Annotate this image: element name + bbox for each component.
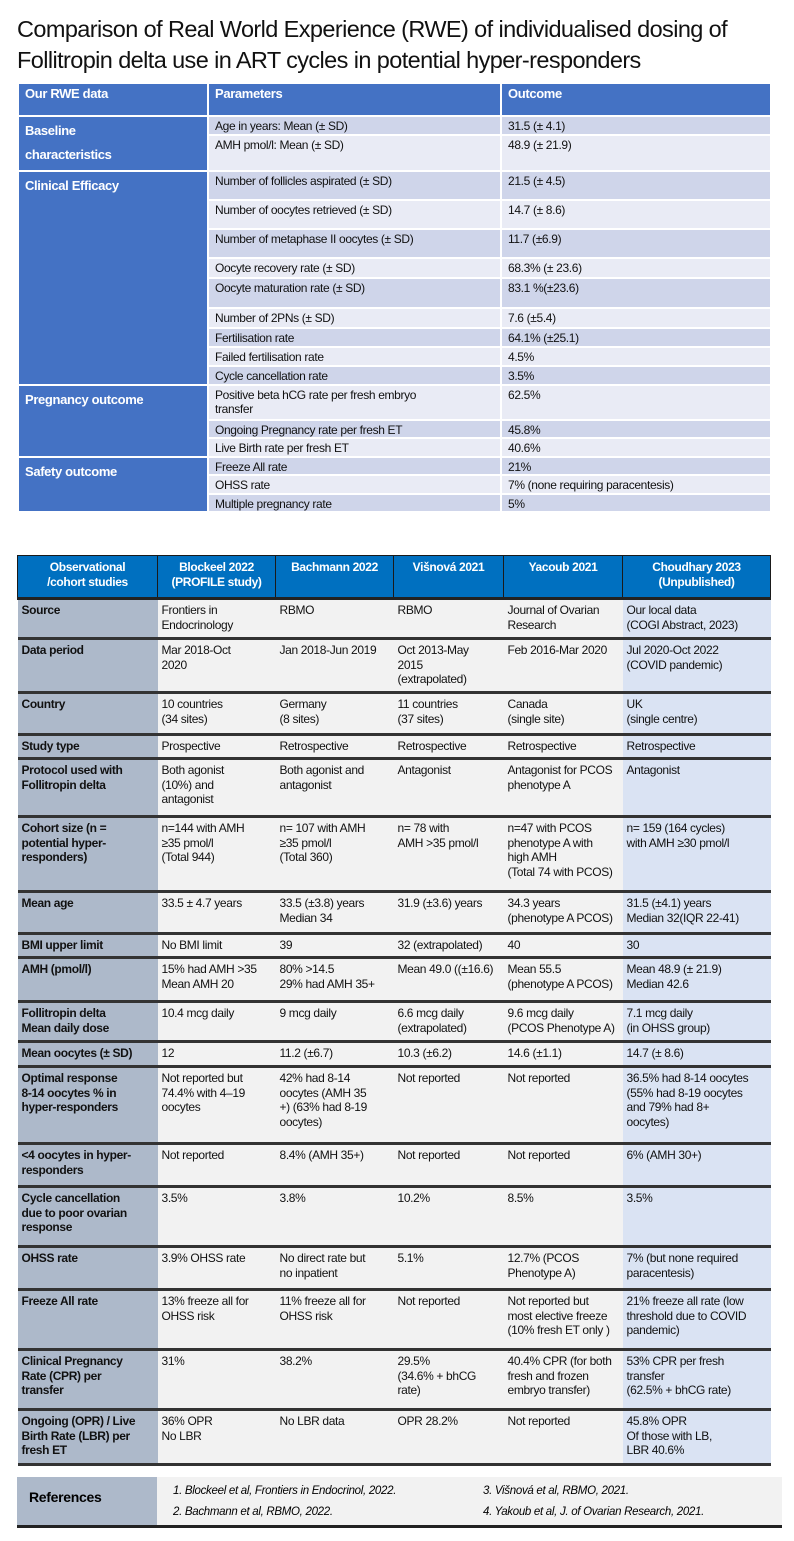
column-header: Observational /cohort studies	[18, 556, 158, 599]
reference-item: 3. Višnová et al, RBMO, 2021.	[483, 1485, 629, 1497]
data-cell: 21% freeze all rate (low threshold due to COVID pandemic)	[623, 1290, 771, 1350]
outcome-cell: 62.5%	[501, 385, 771, 420]
data-cell: No BMI limit	[158, 934, 276, 958]
rwe-row	[18, 171, 771, 200]
comparison-row	[18, 1144, 771, 1187]
reference-item: 1. Blockeel et al, Frontiers in Endocrinol, 2022.	[173, 1485, 397, 1497]
data-cell: 31.5 (±4.1) years Median 32(IQR 22-41)	[623, 892, 771, 934]
outcome-cell: 4.5%	[501, 347, 771, 366]
data-cell: Feb 2016-Mar 2020	[504, 639, 623, 693]
data-cell: 38.2%	[276, 1350, 394, 1410]
data-cell: 40.4% CPR (for both fresh and frozen embryo transfer)	[504, 1350, 623, 1410]
data-cell: 8.5%	[504, 1187, 623, 1247]
data-cell: 3.5%	[158, 1187, 276, 1247]
column-header: Yacoub 2021	[504, 556, 623, 599]
data-cell: Retrospective	[276, 735, 394, 759]
comparison-row	[18, 1350, 771, 1410]
row-label: BMI upper limit	[18, 934, 158, 958]
data-cell: 5.1%	[394, 1247, 504, 1290]
parameter-cell: Cycle cancellation rate	[208, 366, 501, 385]
data-cell: 14.7 (± 8.6)	[623, 1042, 771, 1067]
row-label: Mean oocytes (± SD)	[18, 1042, 158, 1067]
comparison-row	[18, 735, 771, 759]
data-cell: Antagonist	[623, 759, 771, 817]
comparison-row	[18, 817, 771, 892]
comparison-row	[18, 892, 771, 934]
section-label: Baseline characteristics	[18, 116, 208, 171]
data-cell: Not reported	[504, 1067, 623, 1144]
data-cell: Not reported	[504, 1410, 623, 1465]
data-cell: 39	[276, 934, 394, 958]
data-cell: 42% had 8-14 oocytes (AMH 35 +) (63% had 8-19 oocytes)	[276, 1067, 394, 1144]
parameter-cell: Oocyte recovery rate (± SD)	[208, 258, 501, 278]
row-label: Ongoing (OPR) / Live Birth Rate (LBR) per fresh ET	[18, 1410, 158, 1465]
data-cell: 13% freeze all for OHSS risk	[158, 1290, 276, 1350]
data-cell: 7.1 mcg daily (in OHSS group)	[623, 1002, 771, 1042]
parameter-cell: Live Birth rate per fresh ET	[208, 438, 501, 457]
data-cell: Retrospective	[504, 735, 623, 759]
row-label: Protocol used with Follitropin delta	[18, 759, 158, 817]
parameter-cell: Freeze All rate	[208, 457, 501, 476]
data-cell: Canada (single site)	[504, 693, 623, 735]
data-cell: 9 mcg daily	[276, 1002, 394, 1042]
data-cell: 15% had AMH >35 Mean AMH 20	[158, 958, 276, 1002]
data-cell: Antagonist	[394, 759, 504, 817]
comparison-table	[17, 555, 771, 1466]
parameter-cell: Age in years: Mean (± SD)	[208, 116, 501, 135]
row-label: AMH (pmol/l)	[18, 958, 158, 1002]
data-cell: 11% freeze all for OHSS risk	[276, 1290, 394, 1350]
data-cell: Our local data (COGI Abstract, 2023)	[623, 599, 771, 639]
data-cell: n= 159 (164 cycles) with AMH ≥30 pmol/l	[623, 817, 771, 892]
references-box	[17, 1477, 782, 1528]
data-cell: 6.6 mcg daily (extrapolated)	[394, 1002, 504, 1042]
header-parameters: Parameters	[208, 83, 501, 116]
comparison-row	[18, 958, 771, 1002]
comparison-row	[18, 639, 771, 693]
data-cell: Mean 49.0 ((±16.6)	[394, 958, 504, 1002]
data-cell: 9.6 mcg daily (PCOS Phenotype A)	[504, 1002, 623, 1042]
parameter-cell: Number of metaphase II oocytes (± SD)	[208, 229, 501, 258]
data-cell: Both agonist (10%) and antagonist	[158, 759, 276, 817]
outcome-cell: 68.3% (± 23.6)	[501, 258, 771, 278]
data-cell: Frontiers in Endocrinology	[158, 599, 276, 639]
column-header: Bachmann 2022	[276, 556, 394, 599]
data-cell: 7% (but none required paracentesis)	[623, 1247, 771, 1290]
data-cell: n= 78 with AMH >35 pmol/l	[394, 817, 504, 892]
column-header: Blockeel 2022 (PROFILE study)	[158, 556, 276, 599]
column-header: Choudhary 2023 (Unpublished)	[623, 556, 771, 599]
data-cell: 32 (extrapolated)	[394, 934, 504, 958]
data-cell: Not reported but 74.4% with 4–19 oocytes	[158, 1067, 276, 1144]
parameter-cell: AMH pmol/l: Mean (± SD)	[208, 135, 501, 171]
header-our-rwe-data: Our RWE data	[18, 83, 208, 116]
row-label: Country	[18, 693, 158, 735]
data-cell: Germany (8 sites)	[276, 693, 394, 735]
data-cell: 11.2 (±6.7)	[276, 1042, 394, 1067]
data-cell: 11 countries (37 sites)	[394, 693, 504, 735]
data-cell: n= 107 with AMH ≥35 pmol/l (Total 360)	[276, 817, 394, 892]
data-cell: 10.4 mcg daily	[158, 1002, 276, 1042]
data-cell: Mean 48.9 (± 21.9) Median 42.6	[623, 958, 771, 1002]
data-cell: 12	[158, 1042, 276, 1067]
outcome-cell: 11.7 (±6.9)	[501, 229, 771, 258]
data-cell: 8.4% (AMH 35+)	[276, 1144, 394, 1187]
data-cell: n=144 with AMH ≥35 pmol/l (Total 944)	[158, 817, 276, 892]
data-cell: RBMO	[276, 599, 394, 639]
outcome-cell: 14.7 (± 8.6)	[501, 200, 771, 229]
data-cell: 6% (AMH 30+)	[623, 1144, 771, 1187]
row-label: Clinical Pregnancy Rate (CPR) per transfer	[18, 1350, 158, 1410]
reference-item: 4. Yakoub et al, J. of Ovarian Research, 2021.	[483, 1506, 705, 1518]
data-cell: No LBR data	[276, 1410, 394, 1465]
row-label: Data period	[18, 639, 158, 693]
row-label: Source	[18, 599, 158, 639]
data-cell: Jan 2018-Jun 2019	[276, 639, 394, 693]
row-label: Optimal response 8-14 oocytes % in hyper-responders	[18, 1067, 158, 1144]
data-cell: 40	[504, 934, 623, 958]
data-cell: Prospective	[158, 735, 276, 759]
data-cell: Not reported	[504, 1144, 623, 1187]
comparison-header-row	[18, 556, 771, 599]
outcome-cell: 21%	[501, 457, 771, 476]
parameter-cell: Ongoing Pregnancy rate per fresh ET	[208, 420, 501, 439]
parameter-cell: Oocyte maturation rate (± SD)	[208, 278, 501, 308]
data-cell: Not reported	[394, 1290, 504, 1350]
outcome-cell: 5%	[501, 494, 771, 513]
parameter-cell: Failed fertilisation rate	[208, 347, 501, 366]
data-cell: 10.2%	[394, 1187, 504, 1247]
outcome-cell: 64.1% (±25.1)	[501, 328, 771, 347]
data-cell: Both agonist and antagonist	[276, 759, 394, 817]
data-cell: RBMO	[394, 599, 504, 639]
comparison-row	[18, 934, 771, 958]
data-cell: 30	[623, 934, 771, 958]
outcome-cell: 45.8%	[501, 420, 771, 439]
row-label: OHSS rate	[18, 1247, 158, 1290]
data-cell: 36% OPR No LBR	[158, 1410, 276, 1465]
data-cell: 80% >14.5 29% had AMH 35+	[276, 958, 394, 1002]
data-cell: 3.8%	[276, 1187, 394, 1247]
section-label: Safety outcome	[18, 457, 208, 513]
outcome-cell: 48.9 (± 21.9)	[501, 135, 771, 171]
outcome-cell: 3.5%	[501, 366, 771, 385]
rwe-header-row	[18, 83, 771, 116]
data-cell: 10 countries (34 sites)	[158, 693, 276, 735]
parameter-cell: Fertilisation rate	[208, 328, 501, 347]
data-cell: Not reported but most elective freeze (10% fresh ET only )	[504, 1290, 623, 1350]
data-cell: Journal of Ovarian Research	[504, 599, 623, 639]
data-cell: Antagonist for PCOS phenotype A	[504, 759, 623, 817]
column-header: Višnová 2021	[394, 556, 504, 599]
data-cell: Mar 2018-Oct 2020	[158, 639, 276, 693]
data-cell: 36.5% had 8-14 oocytes (55% had 8-19 oocytes and 79% had 8+ oocytes)	[623, 1067, 771, 1144]
comparison-row	[18, 693, 771, 735]
header-outcome: Outcome	[501, 83, 771, 116]
data-cell: 3.5%	[623, 1187, 771, 1247]
comparison-row	[18, 1410, 771, 1465]
data-cell: Jul 2020-Oct 2022 (COVID pandemic)	[623, 639, 771, 693]
data-cell: OPR 28.2%	[394, 1410, 504, 1465]
data-cell: UK (single centre)	[623, 693, 771, 735]
parameter-cell: Number of oocytes retrieved (± SD)	[208, 200, 501, 229]
references-label: References	[17, 1477, 157, 1525]
data-cell: Retrospective	[623, 735, 771, 759]
comparison-row	[18, 759, 771, 817]
row-label: Mean age	[18, 892, 158, 934]
parameter-cell: Positive beta hCG rate per fresh embryo transfer	[208, 385, 501, 420]
parameter-cell: Number of 2PNs (± SD)	[208, 308, 501, 328]
comparison-row	[18, 1290, 771, 1350]
references-list	[157, 1477, 782, 1525]
data-cell: Retrospective	[394, 735, 504, 759]
data-cell: 29.5% (34.6% + bhCG rate)	[394, 1350, 504, 1410]
parameter-cell: Multiple pregnancy rate	[208, 494, 501, 513]
row-label: Cohort size (n = potential hyper- responders)	[18, 817, 158, 892]
comparison-row	[18, 1247, 771, 1290]
data-cell: Oct 2013-May 2015 (extrapolated)	[394, 639, 504, 693]
data-cell: 3.9% OHSS rate	[158, 1247, 276, 1290]
data-cell: Not reported	[394, 1067, 504, 1144]
comparison-row	[18, 1067, 771, 1144]
outcome-cell: 40.6%	[501, 438, 771, 457]
data-cell: 31%	[158, 1350, 276, 1410]
section-label: Pregnancy outcome	[18, 385, 208, 457]
outcome-cell: 31.5 (± 4.1)	[501, 116, 771, 135]
outcome-cell: 7% (none requiring paracentesis)	[501, 475, 771, 494]
rwe-row	[18, 385, 771, 420]
parameter-cell: Number of follicles aspirated (± SD)	[208, 171, 501, 200]
data-cell: n=47 with PCOS phenotype A with high AMH (Total 74 with PCOS)	[504, 817, 623, 892]
data-cell: 31.9 (±3.6) years	[394, 892, 504, 934]
data-cell: 10.3 (±6.2)	[394, 1042, 504, 1067]
row-label: <4 oocytes in hyper- responders	[18, 1144, 158, 1187]
comparison-row	[18, 1002, 771, 1042]
data-cell: Mean 55.5 (phenotype A PCOS)	[504, 958, 623, 1002]
row-label: Follitropin delta Mean daily dose	[18, 1002, 158, 1042]
outcome-cell: 21.5 (± 4.5)	[501, 171, 771, 200]
reference-item: 2. Bachmann et al, RBMO, 2022.	[173, 1506, 333, 1518]
data-cell: No direct rate but no inpatient	[276, 1247, 394, 1290]
parameter-cell: OHSS rate	[208, 475, 501, 494]
outcome-cell: 7.6 (±5.4)	[501, 308, 771, 328]
rwe-row	[18, 116, 771, 135]
data-cell: 34.3 years (phenotype A PCOS)	[504, 892, 623, 934]
data-cell: Not reported	[394, 1144, 504, 1187]
comparison-row	[18, 1042, 771, 1067]
data-cell: 53% CPR per fresh transfer (62.5% + bhCG rate)	[623, 1350, 771, 1410]
data-cell: Not reported	[158, 1144, 276, 1187]
data-cell: 33.5 (±3.8) years Median 34	[276, 892, 394, 934]
section-label: Clinical Efficacy	[18, 171, 208, 385]
page-title: Comparison of Real World Experience (RWE) of individualised dosing of Follitropin delta use in ART cycles in potential hyper-responders	[17, 16, 728, 73]
data-cell: 12.7% (PCOS Phenotype A)	[504, 1247, 623, 1290]
row-label: Cycle cancellation due to poor ovarian response	[18, 1187, 158, 1247]
rwe-row	[18, 457, 771, 476]
data-cell: 45.8% OPR Of those with LB, LBR 40.6%	[623, 1410, 771, 1465]
row-label: Study type	[18, 735, 158, 759]
comparison-row	[18, 1187, 771, 1247]
data-cell: 14.6 (±1.1)	[504, 1042, 623, 1067]
data-cell: 33.5 ± 4.7 years	[158, 892, 276, 934]
rwe-data-table	[17, 82, 772, 513]
row-label: Freeze All rate	[18, 1290, 158, 1350]
comparison-row	[18, 599, 771, 639]
outcome-cell: 83.1 %(±23.6)	[501, 278, 771, 308]
